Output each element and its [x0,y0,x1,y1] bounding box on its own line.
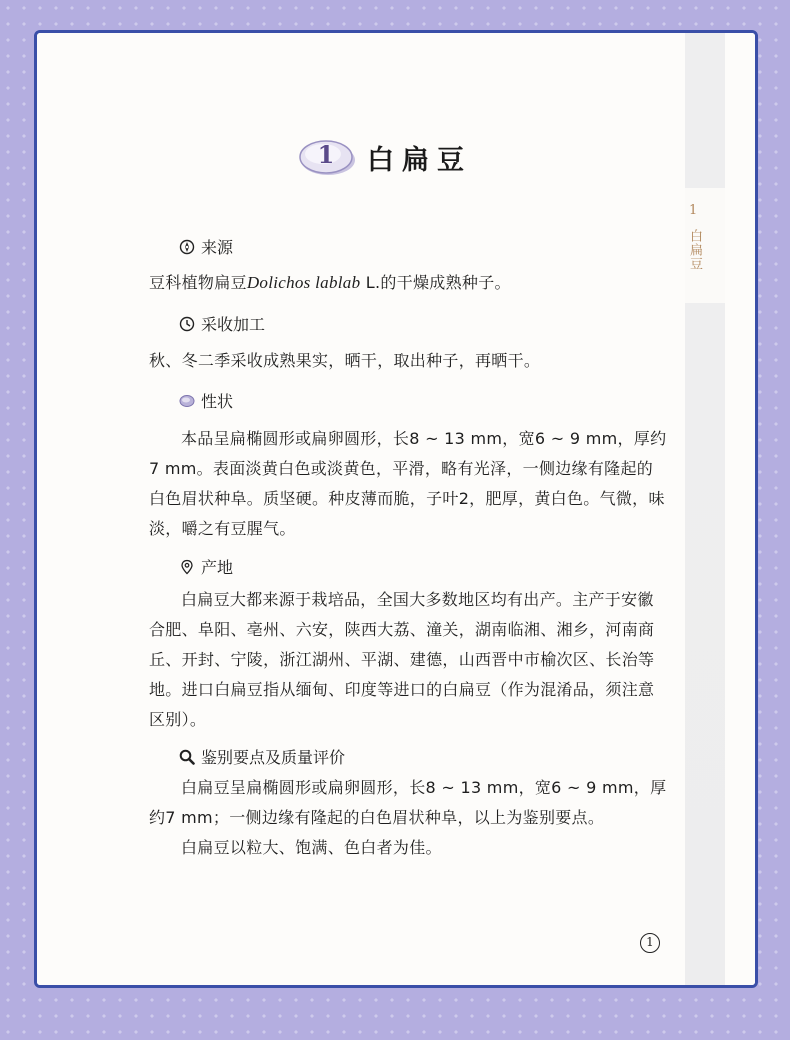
section-title-source: 来源 [201,238,234,257]
page-number: 1 [640,933,660,953]
bean-icon [179,393,195,409]
source-text-post: L.的干燥成熟种子。 [360,273,511,292]
chapter-badge [299,137,357,177]
clock-icon [179,316,195,332]
source-latin-name: Dolichos lablab [246,273,361,292]
page-frame [34,30,758,988]
origin-text [149,585,669,735]
chapter-number: 1 [317,140,335,169]
section-heading-source [179,235,233,258]
magnifier-icon [179,749,195,765]
traits-text-body: 本品呈扁椭圆形或扁卵圆形，长8 ~ 13 mm，宽6 ~ 9 mm，厚约7 mm。表面淡黄白色或淡黄色，平滑，略有光泽，一侧边缘有隆起的白色眉状种阜。质坚硬。种皮薄而脆，子叶2，肥厚，黄白色。气微，味淡，嚼之有豆腥气。 [149,429,667,538]
identification-text-1-body: 白扁豆呈扁椭圆形或扁卵圆形，长8 ~ 13 mm，宽6 ~ 9 mm，厚约7 mm；一侧边缘有隆起的白色眉状种阜，以上为鉴别要点。 [149,778,667,827]
section-title-origin: 产地 [201,558,234,577]
identification-text-2 [149,833,669,863]
location-pin-icon [179,559,195,575]
harvest-text: 秋、冬二季采收成熟果实，晒干，取出种子，再晒干。 [149,351,541,370]
side-tab-strip [685,33,725,985]
section-heading-harvest [179,312,265,335]
section-title-traits: 性状 [201,392,234,411]
chapter-title: 白扁豆 [367,145,472,176]
compass-icon [179,239,195,255]
source-text [149,268,669,298]
traits-text [149,424,669,544]
side-tab-title: 白扁豆 [687,229,702,271]
section-heading-traits [179,389,233,412]
origin-text-body: 白扁豆大都来源于栽培品，全国大多数地区均有出产。主产于安徽合肥、阜阳、亳州、六安，陕西大荔、潼关，湖南临湘、湘乡，河南商丘、开封、宁陵，浙江湖州、平湖、建德，山西晋中市榆次区、长治等地。进口白扁豆指从缅甸、印度等进口的白扁豆（作为混淆品，须注意区别）。 [149,590,655,729]
section-title-harvest: 采收加工 [201,315,266,334]
section-heading-origin [179,555,233,578]
source-text-pre: 豆科植物扁豆 [149,273,247,292]
book-page [37,33,755,985]
section-heading-identification [179,745,345,768]
section-title-identification: 鉴别要点及质量评价 [201,748,346,767]
identification-text-1 [149,773,669,833]
identification-text-2-body: 白扁豆以粒大、饱满、色白者为佳。 [181,838,442,857]
side-tab-number: 1 [689,203,698,218]
